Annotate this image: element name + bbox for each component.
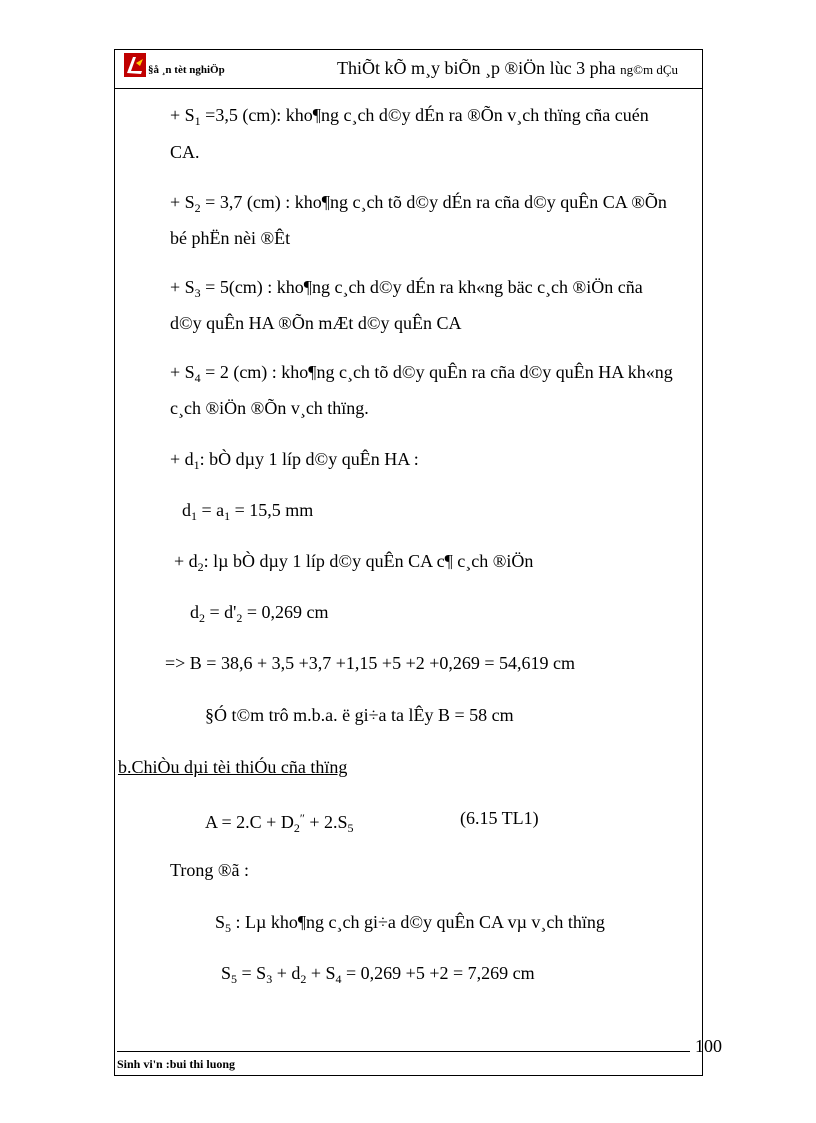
item-s3-cont: d©y quÊn HA ®Õn mÆt d©y quÊn CA bbox=[170, 313, 462, 333]
item-s1-cont: CA. bbox=[170, 142, 200, 162]
item-d1: + $d_1$: bÒ dµy 1 líp d©y quÊn HA : bbox=[170, 449, 419, 472]
item-s1: + $S_1 =3,5$ (cm): kho¶ng c¸ch d©y dÉn ra ®Õn v¸ch thïng cña cuén bbox=[170, 105, 649, 128]
equation-a: $A = 2.C + D_2'' + 2.S_5$ bbox=[205, 811, 354, 835]
trong-do-label: Trong ®ã : bbox=[170, 860, 250, 880]
equation-b: => B = 38,6 + 3,5 +3,7 +1,15 +5 +2 +0,269 = 54,619 cm bbox=[165, 653, 576, 673]
equation-s5: $S_5 = S_3 + d_2 + S_4 = 0,269 +5 +2 = 7,269$ cm bbox=[221, 963, 535, 986]
footer-student-name: Sinh vi'n :bui thi luong bbox=[117, 1057, 236, 1071]
item-s3: + $S_3 = 5(cm)$ : kho¶ng c¸ch d©y dÉn ra kh«ng bäc c¸ch ®iÖn cña bbox=[170, 277, 643, 300]
item-s4: + $S_4 = 2$ (cm) : kho¶ng c¸ch tõ d©y quÊn ra cña d©y quÊn HA kh«ng bbox=[170, 362, 673, 385]
item-s4-cont: c¸ch ®iÖn ®Õn v¸ch thïng. bbox=[170, 398, 369, 418]
page-number: 100 bbox=[695, 1036, 722, 1056]
header-left-title: §å ¸n tèt nghiÖp bbox=[148, 64, 225, 76]
footer-divider bbox=[117, 1051, 690, 1052]
equation-b-choose: §Ó t©m trô m.b.a. ë gi÷a ta lÊy B = 58 cm bbox=[205, 705, 514, 725]
item-s2-cont: bé phËn nèi ®Êt bbox=[170, 228, 291, 248]
item-d2: + $d_2$: lµ bÒ dµy 1 líp d©y quÊn CA c¶ c¸ch ®iÖn bbox=[174, 551, 534, 574]
s5-definition: $S_5$ : Lµ kho¶ng c¸ch gi÷a d©y quÊn CA vµ v¸ch thïng bbox=[215, 912, 605, 935]
university-logo-icon bbox=[124, 53, 146, 77]
header-divider bbox=[114, 88, 703, 89]
equation-d2: $d_2 = d'_2 = 0,269$ cm bbox=[190, 602, 329, 625]
header-right-title: ThiÕt kÕ m¸y biÕn ¸p ®iÖn lùc 3 pha ng©m dÇu bbox=[337, 58, 679, 78]
equation-a-reference: (6.15 TL1) bbox=[460, 808, 539, 828]
item-s2: + $S_2 = 3,7$ (cm) : kho¶ng c¸ch tõ d©y dÉn ra cña d©y quÊn CA ®Õn bbox=[170, 192, 667, 215]
section-heading-b: b.ChiÒu dµi tèi thiÓu cña thïng bbox=[118, 757, 348, 777]
equation-d1: $d_1 = a_1 = 15,5$ mm bbox=[182, 500, 314, 523]
